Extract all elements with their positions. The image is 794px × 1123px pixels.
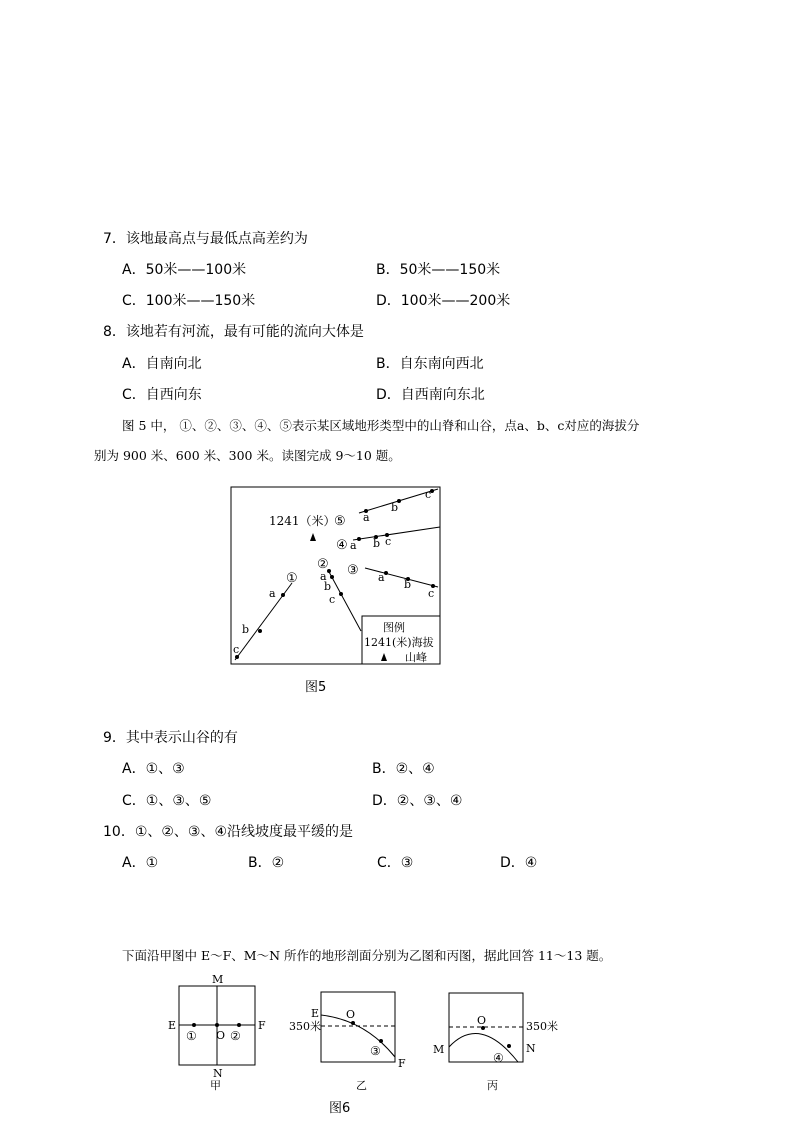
line-4-label: ④ [336, 538, 348, 553]
panel-jia-label-m: M [212, 973, 224, 986]
line-3 [365, 568, 438, 587]
legend-title: 图例 [383, 621, 405, 634]
fig5-intro-line2: 别为 900 米、600 米、300 米。读图完成 9～10 题。 [94, 448, 401, 463]
legend-line1: 1241(米)海拔 [364, 636, 434, 649]
panel-yi-profile [321, 1015, 395, 1057]
panel-jia-label-f: F [258, 1019, 266, 1032]
label-5-c: c [425, 488, 432, 501]
panel-bing-dot-4 [507, 1044, 511, 1048]
panel-bing-profile [449, 1034, 518, 1062]
point-1-a [281, 593, 285, 597]
line-1-label: ① [286, 571, 298, 586]
q7-option-d: D．100米——200米 [376, 293, 511, 309]
legend-line2: 山峰 [405, 651, 427, 664]
q10-option-d: D．④ [500, 855, 538, 871]
panel-yi-label-o: O [346, 1008, 356, 1021]
panel-jia-caption: 甲 [210, 1079, 221, 1092]
q8-option-d: D．自西南向东北 [376, 387, 485, 403]
point-2-b [330, 575, 334, 579]
panel-yi-label-350: 350米 [289, 1020, 321, 1033]
q7-option-b: B．50米——150米 [376, 262, 501, 278]
line-5-label: ⑤ [334, 514, 346, 529]
q9-option-c: C．①、③、⑤ [122, 793, 212, 809]
q8-option-b: B．自东南向西北 [376, 356, 484, 372]
point-4-a [357, 537, 361, 541]
panel-bing-caption: 丙 [487, 1079, 498, 1092]
panel-yi-dot-o [351, 1021, 355, 1025]
panel-yi-label-e: E [311, 1007, 320, 1020]
panel-bing-label-n: N [526, 1042, 536, 1055]
panel-yi-caption: 乙 [356, 1079, 367, 1092]
label-3-b: b [404, 578, 412, 591]
q10-stem: 10．①、②、③、④沿线坡度最平缓的是 [103, 824, 354, 840]
label-4-c: c [385, 535, 392, 548]
label-2-c: c [329, 593, 336, 606]
panel-jia-label-e: E [168, 1019, 177, 1032]
panel-jia-label-2: ② [230, 1029, 241, 1043]
label-2-b: b [324, 580, 332, 593]
panel-jia-label-1: ① [186, 1029, 197, 1043]
label-2-a: a [320, 570, 327, 583]
panel-yi-label-f: F [398, 1057, 406, 1070]
label-4-b: b [373, 537, 381, 550]
panel-yi-dot-3 [379, 1039, 383, 1043]
panel-bing-label-o: O [477, 1014, 487, 1027]
label-3-c: c [428, 587, 435, 600]
panel-yi-label-3: ③ [370, 1044, 381, 1058]
panel-jia-label-o: O [216, 1029, 226, 1042]
q8-option-c: C．自西向东 [122, 387, 202, 403]
label-1-b: b [242, 623, 250, 636]
q10-option-c: C．③ [377, 855, 414, 871]
panel-bing-label-350: 350米 [526, 1020, 558, 1033]
figure-6-caption: 图6 [329, 1101, 351, 1116]
q8-option-a: A．自南向北 [122, 356, 202, 372]
q10-option-a: A．① [122, 855, 159, 871]
figure-5-caption: 图5 [305, 680, 327, 695]
fig5-intro-line1: 图 5 中， ①、②、③、④、⑤表示某区域地形类型中的山脊和山谷，点a、b、c对应的海拔分 [122, 418, 640, 433]
q9-option-b: B．②、④ [372, 761, 435, 777]
point-3-a [384, 571, 388, 575]
q9-stem: 9．其中表示山谷的有 [103, 730, 238, 746]
line-2-label: ② [317, 557, 329, 572]
q7-option-a: A．50米——100米 [122, 262, 247, 278]
point-1-b [258, 629, 262, 633]
label-1-a: a [269, 587, 276, 600]
figure-6 [160, 972, 560, 1094]
panel-jia-dot-1 [192, 1023, 196, 1027]
label-1-c: c [233, 643, 240, 656]
q10-option-b: B．② [248, 855, 285, 871]
panel-yi-box [321, 992, 395, 1062]
point-2-c [339, 592, 343, 596]
label-5-b: b [391, 501, 399, 514]
fig6-intro-line1: 下面沿甲图中 E～F、M～N 所作的地形剖面分别为乙图和丙图，据此回答 11～13 题。 [122, 948, 612, 963]
q7-option-c: C．100米——150米 [122, 293, 256, 309]
peak-icon [310, 533, 316, 541]
line-3-label: ③ [347, 563, 359, 578]
label-3-a: a [378, 571, 385, 584]
panel-jia-dot-o [215, 1023, 219, 1027]
q9-option-a: A．①、③ [122, 761, 185, 777]
panel-bing-label-m: M [433, 1043, 445, 1056]
peak-elevation-label: 1241（米） [269, 514, 336, 528]
q9-option-d: D．②、③、④ [372, 793, 463, 809]
figure-5 [228, 484, 444, 668]
q8-stem: 8．该地若有河流，最有可能的流向大体是 [103, 324, 364, 340]
panel-bing-label-4: ④ [493, 1051, 504, 1065]
label-4-a: a [350, 539, 357, 552]
line-4 [353, 527, 440, 540]
panel-jia-dot-2 [237, 1023, 241, 1027]
q7-stem: 7．该地最高点与最低点高差约为 [103, 231, 308, 247]
panel-jia-label-n: N [213, 1067, 223, 1080]
label-5-a: a [363, 511, 370, 524]
